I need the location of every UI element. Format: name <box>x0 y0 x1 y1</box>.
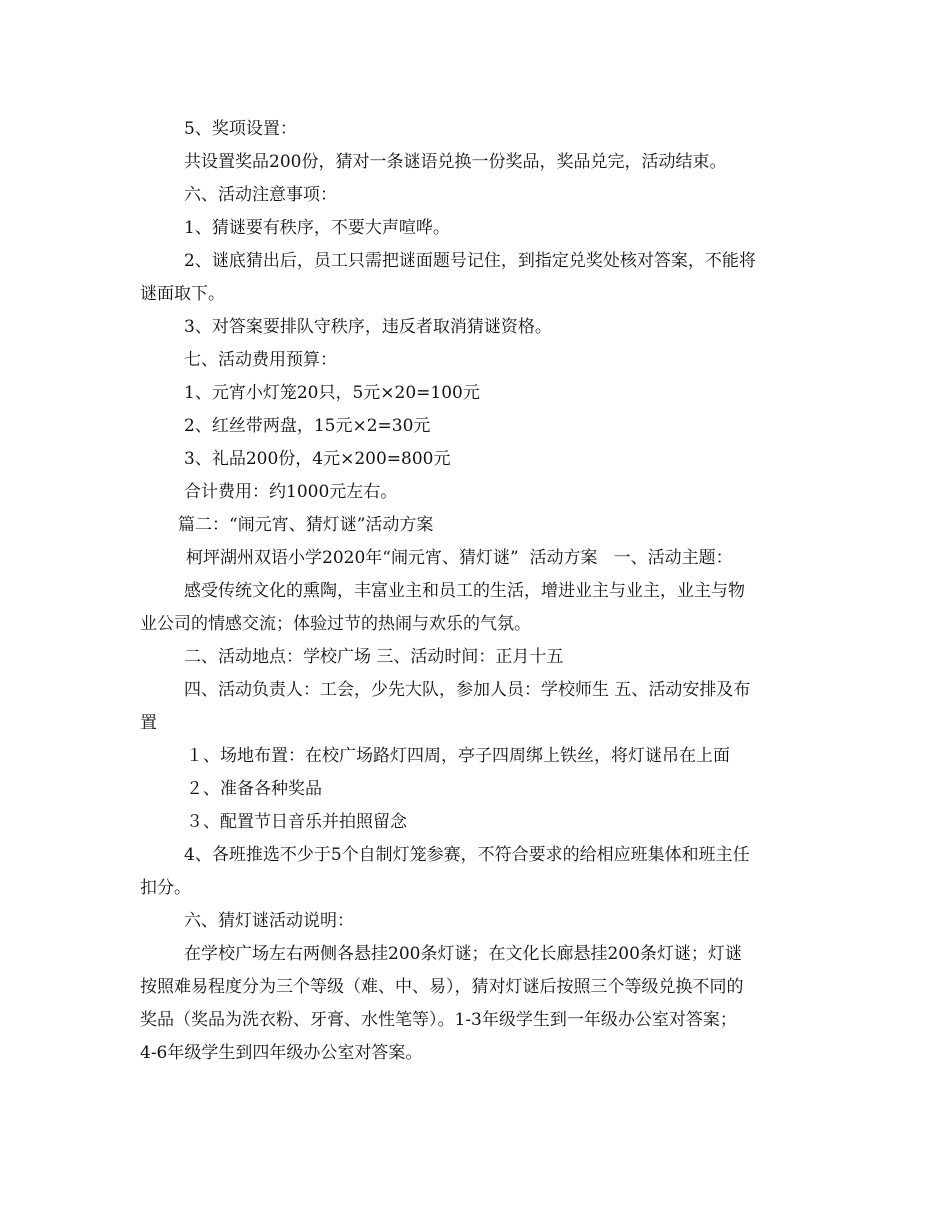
paragraph-line: 扣分。 <box>140 878 191 898</box>
paragraph-line: 3、礼品200份，4元×200=800元 <box>184 449 451 469</box>
paragraph-line: 感受传统文化的熏陶，丰富业主和员工的生活，增进业主与业主，业主与物 <box>184 581 745 601</box>
paragraph-line: 按照难易程度分为三个等级（难、中、易），猜对灯谜后按照三个等级兑换不同的 <box>140 977 744 997</box>
paragraph-line: 奖品（奖品为洗衣粉、牙膏、水性笔等）。1-3年级学生到一年级办公室对答案； <box>140 1010 737 1030</box>
paragraph-line: 3、对答案要排队守秩序，违反者取消猜谜资格。 <box>184 317 552 337</box>
paragraph-line: 业公司的情感交流；体验过节的热闹与欢乐的气氛。 <box>140 614 531 634</box>
paragraph-line: 2、红丝带两盘，15元×2=30元 <box>184 416 431 436</box>
paragraph-line: 谜面取下。 <box>140 284 225 304</box>
paragraph-line: 在学校广场左右两侧各悬挂200条灯谜；在文化长廊悬挂200条灯谜；灯谜 <box>184 944 742 964</box>
paragraph-line: 四、活动负责人：工会，少先大队，参加人员：学校师生 五、活动安排及布 <box>184 680 751 700</box>
paragraph-line: ３、配置节日音乐并拍照留念 <box>186 812 407 832</box>
paragraph-line: 共设置奖品200份，猜对一条谜语兑换一份奖品，奖品兑完，活动结束。 <box>184 152 727 172</box>
chapter-heading: 篇二：“闹元宵、猜灯谜”活动方案 <box>178 515 434 535</box>
paragraph-line: １、场地布置：在校广场路灯四周，亭子四周绑上铁丝，将灯谜吊在上面 <box>186 746 730 766</box>
paragraph-line: 2、谜底猜出后，员工只需把谜面题号记住，到指定兑奖处核对答案，不能将 <box>184 251 756 271</box>
section-heading-riddles: 六、猜灯谜活动说明： <box>184 911 354 931</box>
section-heading-notes: 六、活动注意事项： <box>184 185 337 205</box>
paragraph-line: 柯坪湖州双语小学2020年“闹元宵、猜灯谜” 活动方案 一、活动主题： <box>186 548 733 568</box>
section-heading-awards: 5、奖项设置： <box>184 119 297 139</box>
paragraph-line: 4、各班推选不少于5个自制灯笼参赛，不符合要求的给相应班集体和班主任 <box>184 845 750 865</box>
section-heading-budget: 七、活动费用预算： <box>184 350 337 370</box>
paragraph-line: ２、准备各种奖品 <box>186 779 322 799</box>
paragraph-line: 1、元宵小灯笼20只，5元×20=100元 <box>184 383 480 403</box>
paragraph-line: 合计费用：约1000元左右。 <box>184 482 398 502</box>
paragraph-line: 1、猜谜要有秩序，不要大声喧哗。 <box>184 218 450 238</box>
paragraph-line: 二、活动地点：学校广场 三、活动时间：正月十五 <box>184 647 564 667</box>
paragraph-line: 置 <box>140 713 157 733</box>
paragraph-line: 4-6年级学生到四年级办公室对答案。 <box>140 1043 423 1063</box>
